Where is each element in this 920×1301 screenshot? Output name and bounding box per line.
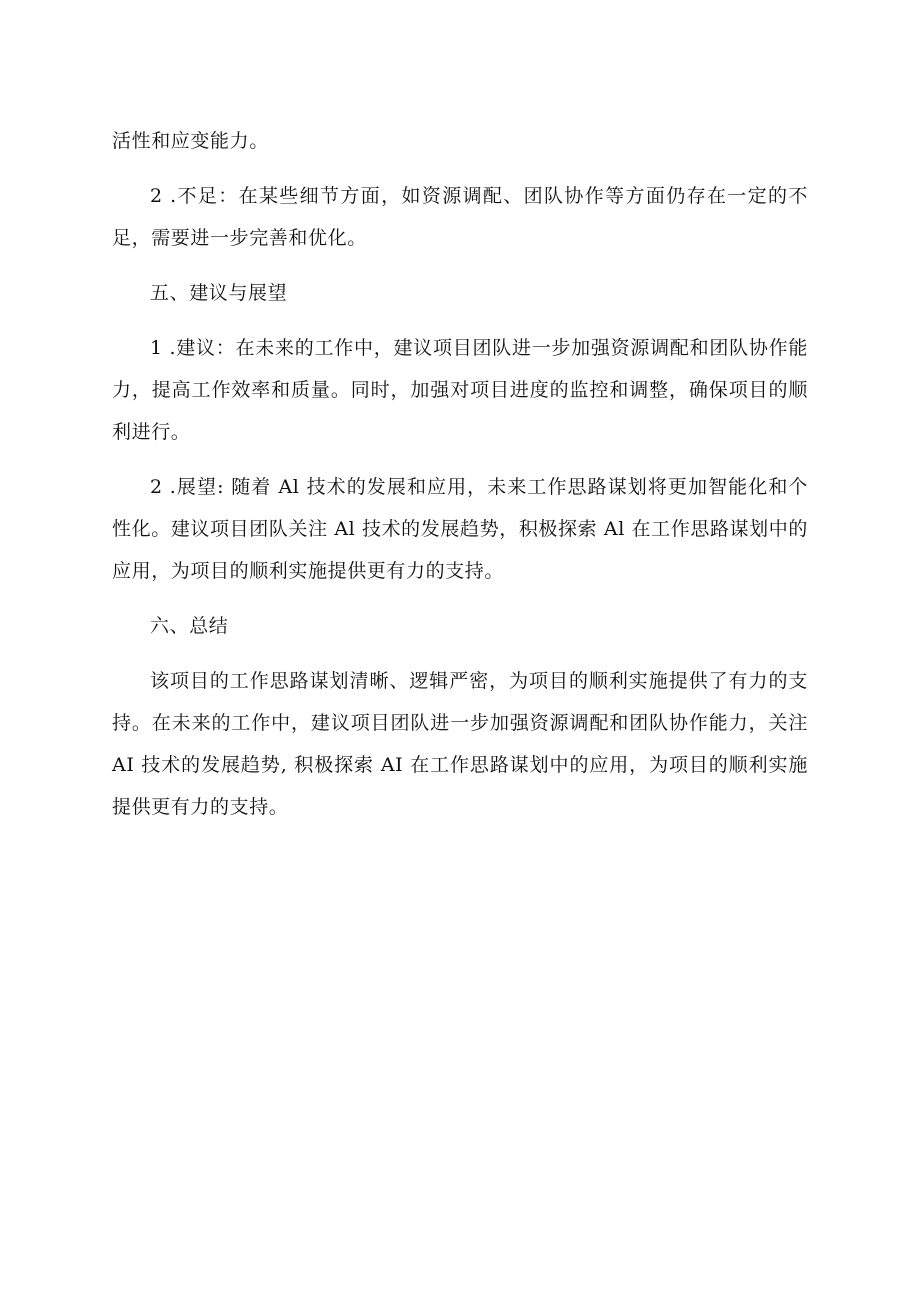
section-heading-suggestions: 五、建议与展望 [150, 282, 288, 304]
document-page [112, 120, 808, 841]
paragraph-shortcomings: 2 .不足：在某些细节方面，如资源调配、团队协作等方面仍存在一定的不足，需要进一步完善和优化。 [112, 185, 808, 249]
paragraph-summary: 该项目的工作思路谋划清晰、逻辑严密，为项目的顺利实施提供了有力的支持。在未来的工作中，建议项目团队进一步加强资源调配和团队协作能力，关注 AI 技术的发展趋势, 积极探索 AI 在工作思路谋划中的应用，为项目的顺利实施提供更有力的支持。 [112, 670, 808, 818]
paragraph-suggestion: 1 .建议：在未来的工作中，建议项目团队进一步加强资源调配和团队协作能力，提高工作效率和质量。同时，加强对项目进度的监控和调整，确保项目的顺利进行。 [112, 337, 808, 443]
paragraph-outlook: 2 .展望: 随着 Al 技术的发展和应用，未来工作思路谋划将更加智能化和个性化。建议项目团队关注 Al 技术的发展趋势，积极探索 Al 在工作思路谋划中的应用，为项目的顺利实施提供更有力的支持。 [112, 476, 808, 582]
section-heading-summary: 六、总结 [150, 615, 229, 637]
continuation-text: 活性和应变能力。 [112, 130, 269, 152]
